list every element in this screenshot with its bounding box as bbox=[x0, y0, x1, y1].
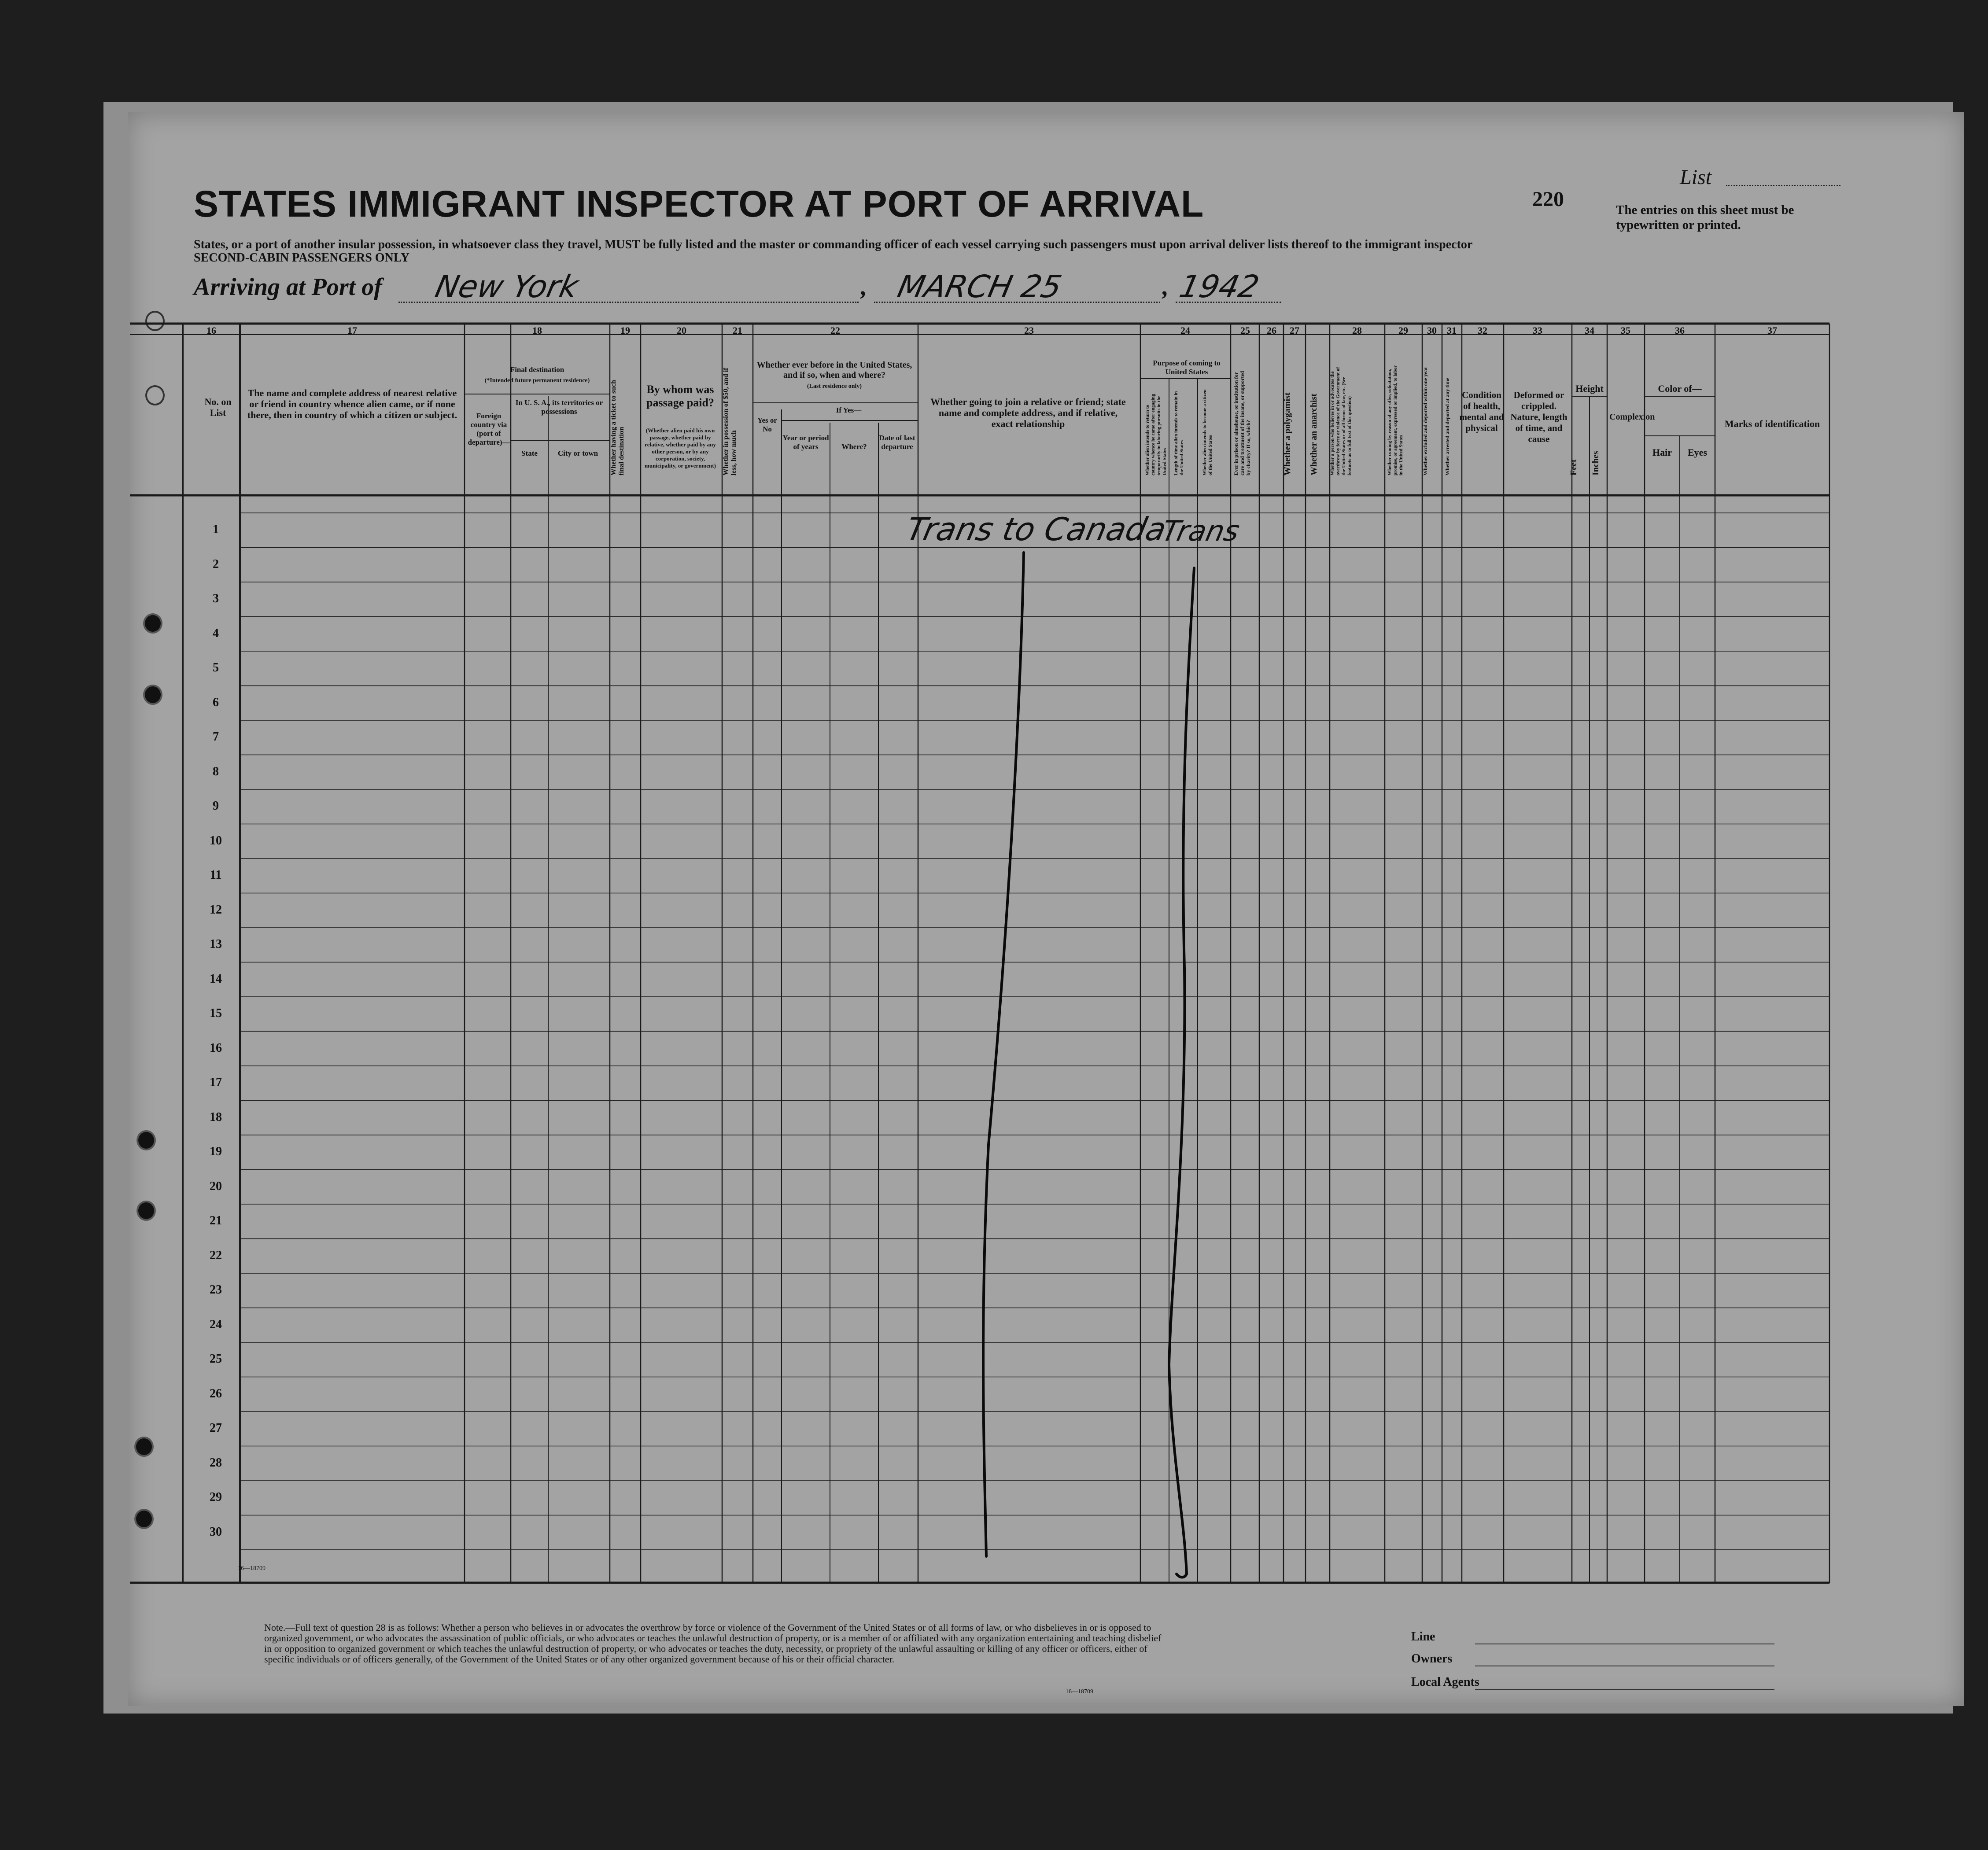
ditto-stroke-col23 bbox=[983, 553, 1024, 1556]
col-23-header: Whether going to join a relative or friend; state name and complete address, and if relative, exact relationship bbox=[930, 396, 1126, 429]
row-number: 4 bbox=[213, 626, 219, 640]
column-number: 29 bbox=[1398, 325, 1408, 336]
row-number: 13 bbox=[210, 937, 222, 951]
col-24-length-header: Length of time alien intends to remain in the United States bbox=[1173, 391, 1184, 475]
col-24-return-header: Whether alien intends to return to country whence he came after engaging temporarily in laboring pursuits in the United States bbox=[1145, 394, 1167, 475]
col-27-header: Whether an anarchist bbox=[1309, 394, 1319, 475]
form-number: 16—18709 bbox=[238, 1565, 266, 1572]
col-24-citizen-header: Whether alien intends to become a citizen of the United States bbox=[1202, 389, 1213, 475]
line-label: Line bbox=[1411, 1630, 1435, 1644]
row-number: 24 bbox=[210, 1317, 222, 1331]
row-number: 11 bbox=[210, 868, 222, 882]
row-number: 26 bbox=[210, 1386, 222, 1400]
comma-1: , bbox=[861, 273, 867, 301]
row-number: 25 bbox=[210, 1352, 222, 1366]
column-number: 36 bbox=[1675, 325, 1685, 336]
row-number: 12 bbox=[210, 903, 222, 917]
col-22-yesno-header: Yes or No bbox=[757, 416, 777, 433]
column-number: 26 bbox=[1267, 325, 1276, 336]
column-number: 16 bbox=[207, 325, 216, 336]
column-number: 21 bbox=[733, 325, 742, 336]
column-number: 19 bbox=[620, 325, 630, 336]
col24-row1-entry: Trans bbox=[1159, 515, 1243, 548]
row-number: 20 bbox=[210, 1179, 222, 1193]
local-agents-field[interactable] bbox=[1475, 1689, 1774, 1690]
row-number: 1 bbox=[213, 523, 219, 536]
col-35-header: Complexion bbox=[1609, 412, 1655, 422]
column-number: 30 bbox=[1427, 325, 1437, 336]
col-18-header: Final destination bbox=[510, 365, 564, 374]
instruction-line: States, or a port of another insular possession, in whatsoever class they travel, MUST be fully listed and the master or commanding officer of each vessel carrying such passengers must upon arrival deliver lists thereof to the immigrant inspector bbox=[194, 238, 1473, 251]
col-18-usa-header: In U. S. A., its territories or possessions bbox=[515, 398, 603, 416]
ditto-stroke-col24 bbox=[1169, 568, 1194, 1577]
list-label: List bbox=[1680, 166, 1712, 189]
column-number: 23 bbox=[1024, 325, 1034, 336]
col-22-date-header: Date of last departure bbox=[879, 434, 915, 451]
col-18-city-header: City or town bbox=[557, 449, 598, 457]
row-number: 3 bbox=[213, 592, 219, 605]
column-number: 31 bbox=[1447, 325, 1457, 336]
row-number: 28 bbox=[210, 1456, 222, 1470]
row-number: 9 bbox=[213, 799, 219, 813]
column-number: 28 bbox=[1352, 325, 1362, 336]
col-32-header: Condition of health, mental and physical bbox=[1459, 390, 1504, 433]
date-handwritten: MARCH 25 bbox=[894, 269, 1065, 305]
col-30-header: Whether excluded and deported within one year bbox=[1422, 366, 1428, 475]
col-18-sublabel: (*Intended future permanent residence) bbox=[484, 377, 590, 384]
col-22-ifyes-header: If Yes— bbox=[836, 406, 862, 414]
column-number: 27 bbox=[1290, 325, 1299, 336]
column-number: 17 bbox=[347, 325, 357, 336]
row-number: 16 bbox=[210, 1041, 222, 1055]
col-22-where-header: Where? bbox=[841, 442, 867, 451]
row-number: 30 bbox=[210, 1525, 222, 1539]
row-number: 8 bbox=[213, 764, 219, 778]
column-number: 22 bbox=[830, 325, 840, 336]
column-number: 18 bbox=[532, 325, 542, 336]
row-number: 14 bbox=[210, 972, 222, 986]
row-number: 15 bbox=[210, 1006, 222, 1020]
col-29-header: Whether coming by reason of any offer, solicitation, promise, or agreement, expressed or implied, to labor in the United States bbox=[1387, 365, 1404, 475]
column-number: 34 bbox=[1585, 325, 1594, 336]
col-34-inches-header: Inches bbox=[1591, 451, 1601, 475]
col-34-feet-header: Feet bbox=[1569, 459, 1579, 475]
column-number: 20 bbox=[677, 325, 686, 336]
col-25-header: Ever in prison or almshouse, or institution for care and treatment of the insane, or supported by charity? If so, which? bbox=[1233, 371, 1251, 475]
column-number: 33 bbox=[1533, 325, 1542, 336]
column-number: 24 bbox=[1180, 325, 1190, 336]
row-number: 6 bbox=[213, 695, 219, 709]
col-19-header: Whether having a ticket to such final destination bbox=[610, 380, 625, 475]
col-31-header: Whether arrested and deported at any time bbox=[1444, 377, 1450, 475]
entries-note: The entries on this sheet must be typewritten or printed. bbox=[1616, 203, 1794, 232]
row-number: 7 bbox=[213, 730, 219, 744]
col-18-foreign-header: Foreign country via (port of departure)— bbox=[468, 412, 510, 446]
col-22-sublabel: (Last residence only) bbox=[807, 383, 862, 390]
form-title: STATES IMMIGRANT INSPECTOR AT PORT OF ARRIVAL bbox=[194, 183, 1204, 225]
column-number: 37 bbox=[1767, 325, 1777, 336]
row-number: 29 bbox=[210, 1490, 222, 1504]
row-number: 22 bbox=[210, 1248, 222, 1262]
passenger-class-line: SECOND-CABIN PASSENGERS ONLY bbox=[194, 251, 410, 265]
footnote: Note.—Full text of question 28 is as follows: Whether a person who believes in or advocates the overthrow by force or violence of the Government of the United States or of all forms of law, or who disbelieves in or is opposed to organized government, or who advocates the assassination of public officials, or who advocates or teaches the unlawful destruction of property, or is a member of or affiliated with any organization entertaining and teaching disbelief in or opposition to organized government or which teaches the unlawful destruction of property, or who advocates or teaches the duty, necessity, or propriety of the unlawful assaulting or killing of any officer or officers, either of specific individuals or of officers generally, of the Government of the United States or of any other organized government because of his or their official character. bbox=[264, 1622, 1162, 1665]
owners-label: Owners bbox=[1411, 1652, 1453, 1666]
col-33-header: Deformed or crippled. Nature, length of time, and cause bbox=[1510, 390, 1568, 444]
year-handwritten: 1942 bbox=[1176, 269, 1262, 305]
comma-2: , bbox=[1162, 273, 1169, 301]
arriving-label: Arriving at Port of bbox=[194, 273, 382, 301]
col-20-header: By whom was passage paid? bbox=[646, 383, 714, 409]
row-number: 21 bbox=[210, 1214, 222, 1227]
sheet-number: 220 bbox=[1532, 188, 1564, 211]
row-number: 17 bbox=[210, 1076, 222, 1089]
column-number: 32 bbox=[1478, 325, 1487, 336]
row-number: 10 bbox=[210, 833, 222, 848]
form-number-footer: 16—18709 bbox=[1066, 1688, 1093, 1695]
row-number: 2 bbox=[213, 557, 219, 571]
col-36-eyes-header: Eyes bbox=[1688, 447, 1707, 458]
port-handwritten: New York bbox=[432, 269, 582, 305]
row-number: 23 bbox=[210, 1283, 222, 1297]
col-26-header: Whether a polygamist bbox=[1283, 392, 1292, 475]
col-20-sublabel: (Whether alien paid his own passage, whether paid by relative, whether paid by any other person, or by any corporation, society, municipality, or government) bbox=[645, 427, 716, 469]
row-number: 19 bbox=[210, 1145, 222, 1158]
col-22-year-header: Year or period of years bbox=[782, 434, 829, 451]
col-34-header: Height bbox=[1575, 383, 1604, 394]
column-number: 35 bbox=[1621, 325, 1630, 336]
col-37-header: Marks of identification bbox=[1724, 418, 1820, 429]
col-21-header: Whether in possession of $50, and if less, how much bbox=[722, 368, 738, 475]
row-number: 27 bbox=[210, 1421, 222, 1435]
col-28-header: Whether a person who believes in or advocates the overthrow by force or violence of the Government of the United States or of all forms of law, etc. (See footnote as to full text of this question) bbox=[1330, 367, 1352, 475]
col-36-header: Color of— bbox=[1658, 383, 1702, 394]
col-36-hair-header: Hair bbox=[1652, 447, 1672, 458]
col-16-header: No. on List bbox=[204, 396, 232, 418]
col23-row1-entry: Trans to Canada bbox=[903, 511, 1170, 548]
col-22-header: Whether ever before in the United States, and if so, when and where? bbox=[756, 360, 912, 380]
col-18-state-header: State bbox=[521, 449, 538, 457]
column-number: 25 bbox=[1240, 325, 1250, 336]
row-number: 5 bbox=[213, 661, 219, 674]
col-24-header: Purpose of coming to United States bbox=[1153, 359, 1221, 376]
col-17-header: The name and complete address of nearest relative or friend in country whence alien came, or if none there, then in country of which a citizen or subject. bbox=[247, 387, 457, 420]
local-agents-label: Local Agents bbox=[1411, 1675, 1479, 1689]
row-number: 18 bbox=[210, 1110, 222, 1124]
